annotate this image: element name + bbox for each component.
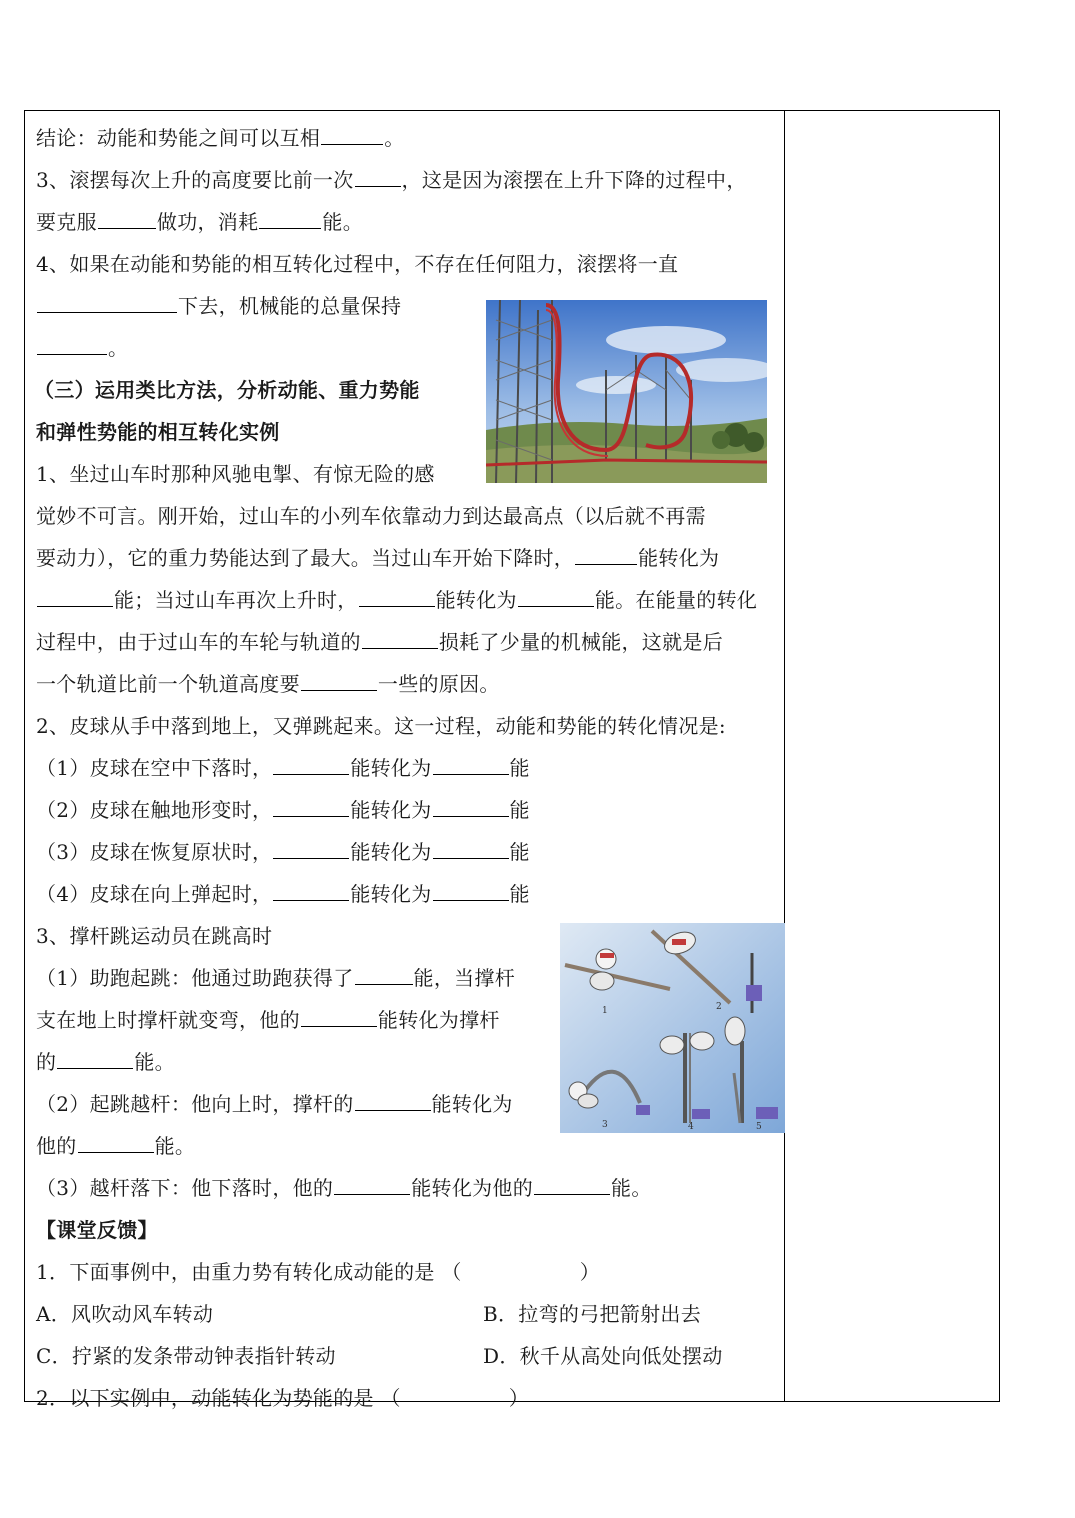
text: （3）皮球在恢复原状时，	[36, 840, 273, 864]
text: 要克服	[36, 210, 97, 234]
answer-blank[interactable]	[301, 668, 377, 691]
coaster-line-5	[36, 626, 723, 658]
text: （1）皮球在空中下落时，	[36, 756, 273, 780]
ball-intro-line: 2、皮球从手中落到地上，又弹跳起来。这一过程，动能和势能的转化情况是:	[36, 714, 726, 738]
question-2	[36, 1382, 529, 1414]
text: 能转化为	[435, 588, 517, 612]
section-heading-cont: 和弹性势能的相互转化实例	[36, 420, 280, 444]
column-divider	[784, 110, 785, 1402]
answer-blank[interactable]	[78, 1130, 154, 1153]
text: 能	[509, 798, 530, 822]
pole-label: 5	[756, 1122, 762, 1132]
text: 能转化为撑杆	[377, 1008, 500, 1032]
answer-blank[interactable]	[273, 752, 349, 775]
text: 2．以下实例中，动能转化为势能的是 （	[36, 1386, 401, 1410]
text: 他的	[36, 1134, 77, 1158]
pole-intro-line: 3、撑杆跳运动员在跳高时	[36, 924, 273, 948]
text: 的	[36, 1050, 57, 1074]
text: （4）皮球在向上弹起时，	[36, 882, 273, 906]
coaster-line-4	[36, 584, 757, 616]
answer-blank[interactable]	[355, 962, 413, 985]
text: 3、滚摆每次上升的高度要比前一次	[36, 168, 354, 192]
text: 一个轨道比前一个轨道高度要	[36, 672, 300, 696]
answer-blank[interactable]	[37, 584, 113, 607]
answer-blank[interactable]	[433, 794, 509, 817]
answer-blank[interactable]	[37, 332, 107, 355]
text: 结论：动能和势能之间可以互相	[36, 126, 321, 150]
answer-blank[interactable]	[433, 752, 509, 775]
coaster-line-2: 觉妙不可言。刚开始，过山车的小列车依靠动力到达最高点（以后就不再需	[36, 504, 706, 528]
answer-blank[interactable]	[259, 206, 321, 229]
pole-line-4	[36, 1088, 513, 1120]
text: 下去，机械能的总量保持	[178, 294, 402, 318]
answer-blank[interactable]	[518, 584, 594, 607]
text: 。	[384, 126, 405, 150]
option-d[interactable]: D．秋千从高处向低处摆动	[483, 1344, 723, 1368]
text: 能转化为	[350, 756, 432, 780]
text: 损耗了少量的机械能，这就是后	[438, 630, 724, 654]
answer-blank[interactable]	[362, 626, 438, 649]
text: 能。	[154, 1134, 196, 1158]
text: 能转化为	[431, 1092, 513, 1116]
pole-label: 1	[602, 1006, 608, 1016]
text: 能。在能量的转化	[594, 588, 758, 612]
coaster-line-3	[36, 542, 719, 574]
answer-blank[interactable]	[534, 1172, 610, 1195]
text: （3）越杆落下：他下落时，他的	[36, 1176, 334, 1200]
text: 过程中，由于过山车的车轮与轨道的	[36, 630, 361, 654]
text: 能；当过山车再次上升时，	[114, 588, 358, 612]
answer-blank[interactable]	[334, 1172, 410, 1195]
section-heading: （三）运用类比方法，分析动能、重力势能	[34, 378, 420, 402]
answer-blank[interactable]	[355, 1088, 431, 1111]
item-3-cont-line	[36, 206, 363, 238]
ball-line	[36, 794, 530, 826]
answer-blank[interactable]	[57, 1046, 133, 1069]
text: 做功，消耗	[156, 210, 259, 234]
answer-blank[interactable]	[273, 878, 349, 901]
text: 能。	[611, 1176, 652, 1200]
text: 能转化为他的	[411, 1176, 534, 1200]
text: 能转化为	[638, 546, 720, 570]
answer-blank[interactable]	[355, 164, 401, 187]
option-a[interactable]: A．风吹动风车转动	[36, 1302, 214, 1326]
question-1	[36, 1256, 600, 1288]
text: 支在地上时撑杆就变弯，他的	[36, 1008, 300, 1032]
answer-blank[interactable]	[301, 1004, 377, 1027]
text: 一些的原因。	[377, 672, 500, 696]
text: 要动力），它的重力势能达到了最大。当过山车开始下降时，	[36, 546, 575, 570]
conclusion-line	[36, 122, 405, 154]
text: 能转化为	[350, 798, 432, 822]
pole-line-6	[36, 1172, 652, 1204]
text: （1）助跑起跳：他通过助跑获得了	[36, 966, 354, 990]
answer-blank[interactable]	[321, 122, 383, 145]
answer-blank[interactable]	[37, 290, 177, 313]
ball-line	[36, 752, 530, 784]
answer-blank[interactable]	[98, 206, 156, 229]
pole-vault-image	[560, 923, 785, 1133]
question-1-options-cd	[36, 1340, 778, 1372]
roller-coaster-image	[486, 300, 767, 483]
coaster-line-6	[36, 668, 500, 700]
ball-line	[36, 878, 530, 910]
item-3-line	[36, 164, 747, 196]
coaster-line-1: 1、坐过山车时那种风驰电掣、有惊无险的感	[36, 462, 435, 486]
pole-line-1	[36, 962, 515, 994]
answer-blank[interactable]	[433, 836, 509, 859]
text: 能	[509, 882, 530, 906]
text: ）	[508, 1386, 530, 1410]
pole-line-2	[36, 1004, 500, 1036]
text: 4、如果在动能和势能的相互转化过程中，不存在任何阻力，滚摆将一直	[36, 252, 679, 276]
option-b[interactable]: B．拉弯的弓把箭射出去	[483, 1302, 701, 1326]
text: 能转化为	[350, 840, 432, 864]
text: （2）皮球在触地形变时，	[36, 798, 273, 822]
answer-blank[interactable]	[273, 794, 349, 817]
item-4-end-line	[36, 332, 128, 364]
text: ，这是因为滚摆在上升下降的过程中，	[401, 168, 747, 192]
text: 1．下面事例中，由重力势有转化成动能的是 （	[36, 1260, 462, 1284]
text: 能。	[134, 1050, 175, 1074]
answer-blank[interactable]	[273, 836, 349, 859]
text: 能	[509, 756, 530, 780]
pole-label: 2	[716, 1002, 722, 1012]
question-1-options-ab	[36, 1298, 778, 1330]
answer-blank[interactable]	[575, 542, 637, 565]
feedback-heading: 【课堂反馈】	[36, 1218, 158, 1242]
text: 能，当撑杆	[413, 966, 516, 990]
text: 能转化为	[350, 882, 432, 906]
text: （2）起跳越杆：他向上时，撑杆的	[36, 1092, 354, 1116]
text: 。	[108, 336, 129, 360]
answer-blank[interactable]	[359, 584, 435, 607]
pole-line-5	[36, 1130, 195, 1162]
text: 能	[509, 840, 530, 864]
answer-blank[interactable]	[433, 878, 509, 901]
item-4-line	[36, 248, 678, 280]
pole-label: 4	[688, 1122, 694, 1132]
pole-label: 3	[602, 1120, 608, 1130]
ball-line	[36, 836, 530, 868]
option-c[interactable]: C．拧紧的发条带动钟表指针转动	[36, 1344, 336, 1368]
pole-line-3	[36, 1046, 175, 1078]
item-4-cont-line	[36, 290, 401, 322]
text: ）	[579, 1260, 600, 1284]
text: 能。	[322, 210, 364, 234]
